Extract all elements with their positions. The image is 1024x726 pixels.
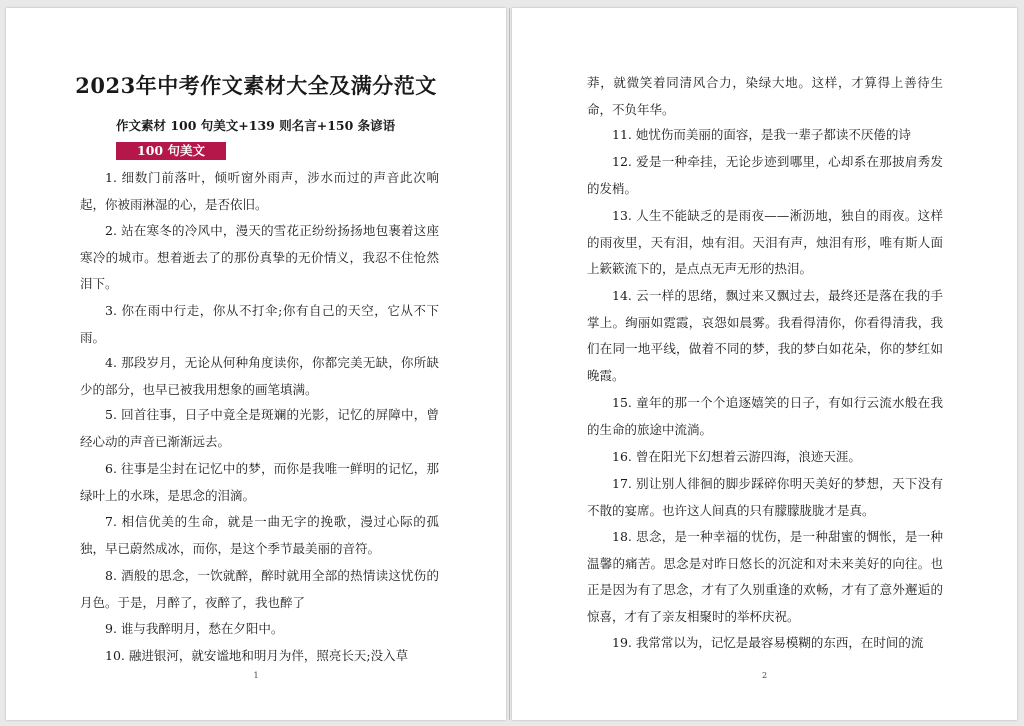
document-title: 2023年中考作文素材大全及满分范文 (75, 73, 437, 98)
page-number: 2 (761, 671, 768, 680)
list-item: 8. 酒般的思念，一饮就醉，醉时就用全部的热情读这忧伤的月色。于是，月醉了，夜醉了，我也醉了 (80, 568, 439, 610)
list-item: 5. 回首往事，日子中竟全是斑斓的光影，记忆的屏障中，曾经心动的声音已渐渐远去。 (80, 407, 439, 449)
list-item: 12. 爱是一种牵挂，无论步迹到哪里，心却系在那披肩秀发的发梢。 (587, 154, 943, 196)
list-item: 17. 别让别人徘徊的脚步踩碎你明天美好的梦想，天下没有不散的宴席。也许这人间真的只有朦朦胧胧才是真。 (587, 476, 943, 518)
list-item: 10. 融进银河，就安谧地和明月为伴，照亮长天;没入草 (105, 648, 409, 663)
list-item: 14. 云一样的思绪，飘过来又飘过去，最终还是落在我的手掌上。绚丽如霓霞，哀怨如晨雾。我看得清你，你看得清我，我们在同一地平线，做着不同的梦，我的梦白如花朵，你的梦红如晚霞。 (587, 288, 943, 383)
list-item: 19. 我常常以为，记忆是最容易模糊的东西，在时间的流 (612, 635, 924, 650)
list-item: 9. 谁与我醉明月，愁在夕阳中。 (105, 621, 284, 636)
page-2 (512, 8, 1017, 720)
list-item: 2. 站在寒冬的冷风中，漫天的雪花正纷纷扬扬地包裹着这座寒冷的城市。想着逝去了的那份真挚的无价情义，我忍不住怆然泪下。 (80, 223, 439, 291)
page-1 (6, 8, 506, 720)
list-item: 6. 往事是尘封在记忆中的梦，而你是我唯一鲜明的记忆，那绿叶上的水珠，是思念的泪滴。 (80, 461, 439, 503)
list-item: 7. 相信优美的生命，就是一曲无字的挽歌，漫过心际的孤独，早已蔚然成冰，而你，是这个季节最美丽的音符。 (80, 514, 439, 556)
list-item: 4. 那段岁月，无论从何种角度读你，你都完美无缺，你所缺少的部分，也早已被我用想象的画笔填满。 (80, 355, 439, 397)
list-item: 16. 曾在阳光下幻想着云游四海，浪迹天涯。 (612, 449, 861, 464)
list-item-continuation: 莽，就微笑着同清风合力，染绿大地。这样，才算得上善待生命，不负年华。 (587, 75, 943, 117)
list-item: 15. 童年的那一个个追逐嬉笑的日子，有如行云流水般在我的生命的旅途中流淌。 (587, 395, 943, 437)
list-item: 18. 思念，是一种幸福的忧伤，是一种甜蜜的惆怅，是一种温馨的痛苦。思念是对昨日悠长的沉淀和对未来美好的向往。也正是因为有了思念，才有了久别重逢的欢畅，才有了意外邂逅的惊喜，才有了亲友相聚时的举杯庆祝。 (587, 529, 943, 624)
list-item: 1. 细数门前落叶，倾听窗外雨声，涉水而过的声音此次响起，你被雨淋湿的心，是否依旧。 (80, 170, 439, 212)
page-number: 1 (253, 671, 259, 680)
list-item: 11. 她忧伤而美丽的面容，是我一辈子都读不厌倦的诗 (612, 127, 911, 142)
page-divider (509, 8, 510, 720)
list-item: 13. 人生不能缺乏的是雨夜——淅沥地，独自的雨夜。这样的雨夜里，天有泪，烛有泪。天泪有声，烛泪有形，唯有斯人面上簌簌流下的，是点点无声无形的热泪。 (587, 208, 943, 276)
section-label: 100 句美文 (116, 142, 226, 160)
document-subtitle: 作文素材 100 句美文+139 则名言+150 条谚语 (116, 118, 396, 133)
list-item: 3. 你在雨中行走，你从不打伞;你有自己的天空，它从不下雨。 (80, 303, 439, 345)
